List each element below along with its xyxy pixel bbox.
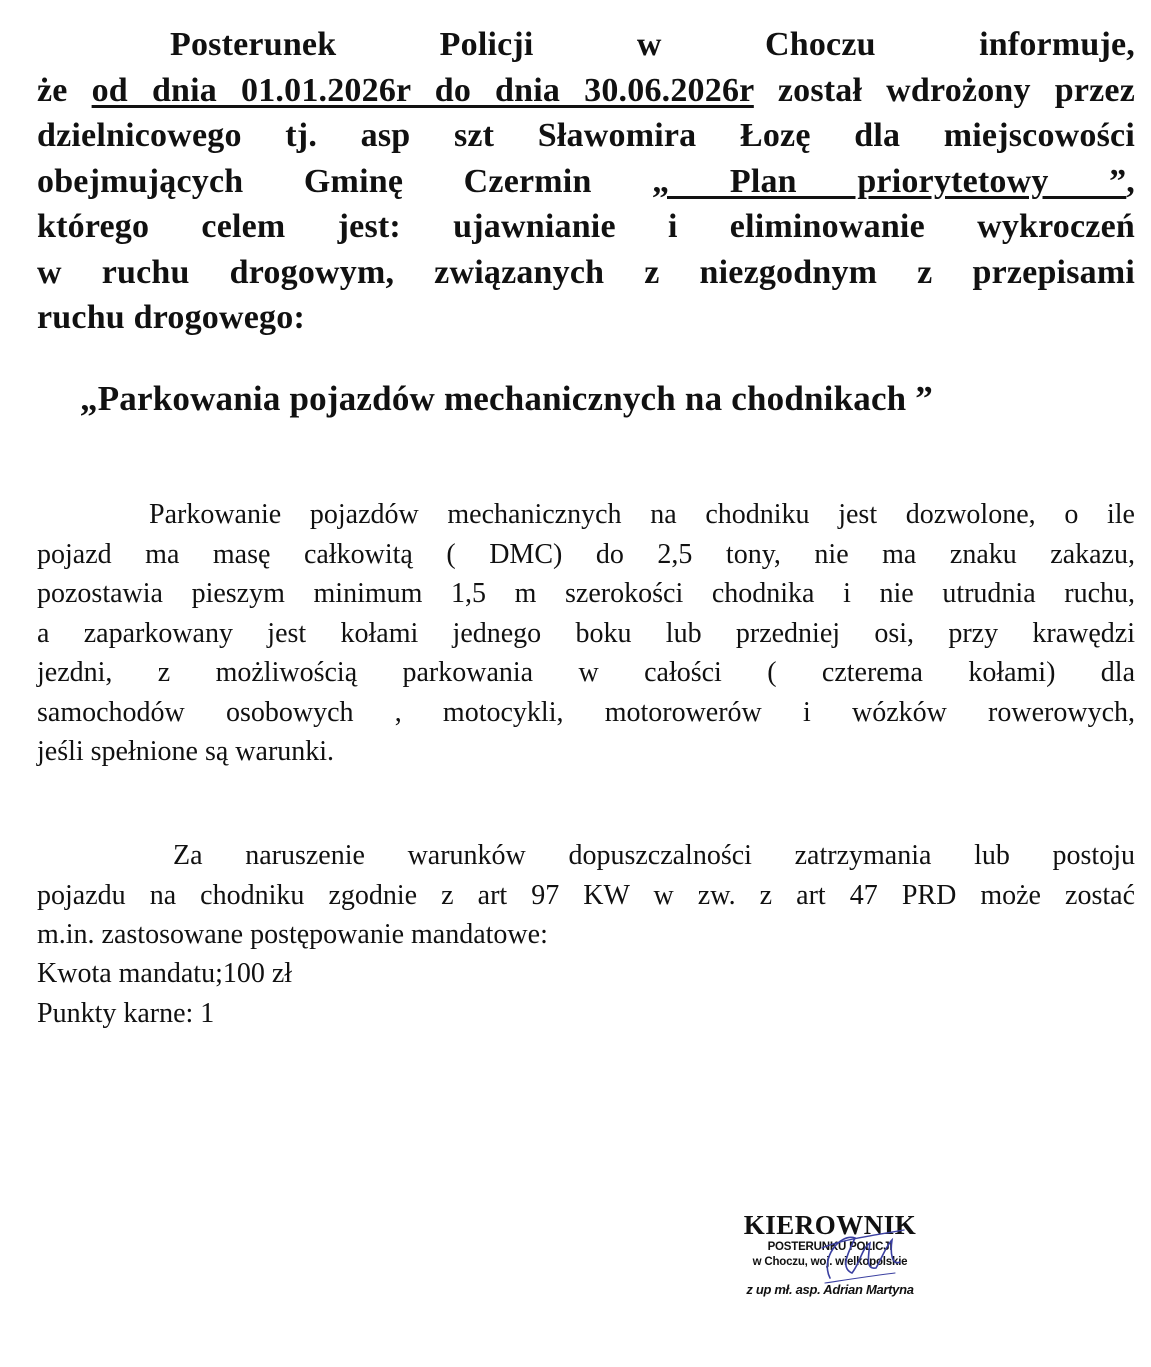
penalty-points: Punkty karne: 1 (37, 998, 215, 1029)
intro-line-prefix: że (37, 71, 92, 109)
paragraph-line: Parkowanie pojazdów mechanicznych na chodniku jest dozwolone, o ile (149, 499, 1135, 530)
intro-line: którego celem jest: ujawnianie i eliminowanie wykroczeń (37, 208, 1135, 245)
intro-line: dzielnicowego tj. asp szt Sławomira Łozę dla miejscowości (37, 117, 1135, 154)
intro-line-plan (37, 159, 1135, 205)
intro-line: Posterunek Policji w Choczu informuje, (170, 26, 1135, 63)
intro-line-dates (37, 68, 1135, 114)
intro-paragraph (37, 22, 1135, 341)
paragraph-line: m.in. zastosowane postępowanie mandatowe: (37, 919, 548, 950)
intro-line-suffix: , (1126, 162, 1135, 200)
date-range: od dnia 01.01.2026r do dnia 30.06.2026r (91, 71, 754, 109)
intro-line-prefix: obejmujących Gminę Czermin (37, 162, 653, 200)
paragraph-line: Za naruszenie warunków dopuszczalności zatrzymania lub postoju (173, 840, 1135, 871)
paragraph-line: samochodów osobowych , motocykli, motorowerów i wózków rowerowych, (37, 696, 1135, 728)
parking-rules-paragraph (37, 495, 1135, 772)
paragraph-line: a zaparkowany jest kołami jednego boku lub przedniej osi, przy krawędzi (37, 617, 1135, 649)
paragraph-line: pojazd ma masę całkowitą ( DMC) do 2,5 tony, nie ma znaku zakazu, (37, 538, 1135, 570)
fine-amount: Kwota mandatu;100 zł (37, 958, 293, 989)
stamp-unit: POSTERUNKU POLICJI (767, 1241, 893, 1253)
paragraph-line: jezdni, z możliwością parkowania w całości ( czterema kołami) dla (37, 657, 1135, 688)
stamp-location: w Choczu, woj. wielkopolskie (752, 1256, 908, 1268)
penalty-paragraph (37, 836, 1135, 955)
intro-line: w ruchu drogowym, związanych z niezgodnym z przepisami (37, 253, 1135, 291)
plan-name: „ Plan priorytetowy ” (652, 162, 1127, 200)
document-page (37, 22, 1135, 341)
paragraph-line: pozostawia pieszym minimum 1,5 m szerokości chodnika i nie utrudnia ruchu, (37, 578, 1135, 609)
paragraph-line: pojazdu na chodniku zgodnie z art 97 KW w zw. z art 47 PRD może zostać (37, 879, 1135, 911)
official-stamp (700, 1210, 960, 1298)
intro-line-suffix: został wdrożony przez (753, 71, 1135, 109)
paragraph-line: jeśli spełnione są warunki. (37, 736, 335, 767)
document-title: „Parkowania pojazdów mechanicznych na chodnikach ” (80, 379, 933, 418)
intro-line: ruchu drogowego: (37, 299, 305, 336)
stamp-title: KIEROWNIK (743, 1210, 917, 1240)
stamp-signatory: z up mł. asp. Adrian Martyna (746, 1282, 914, 1297)
